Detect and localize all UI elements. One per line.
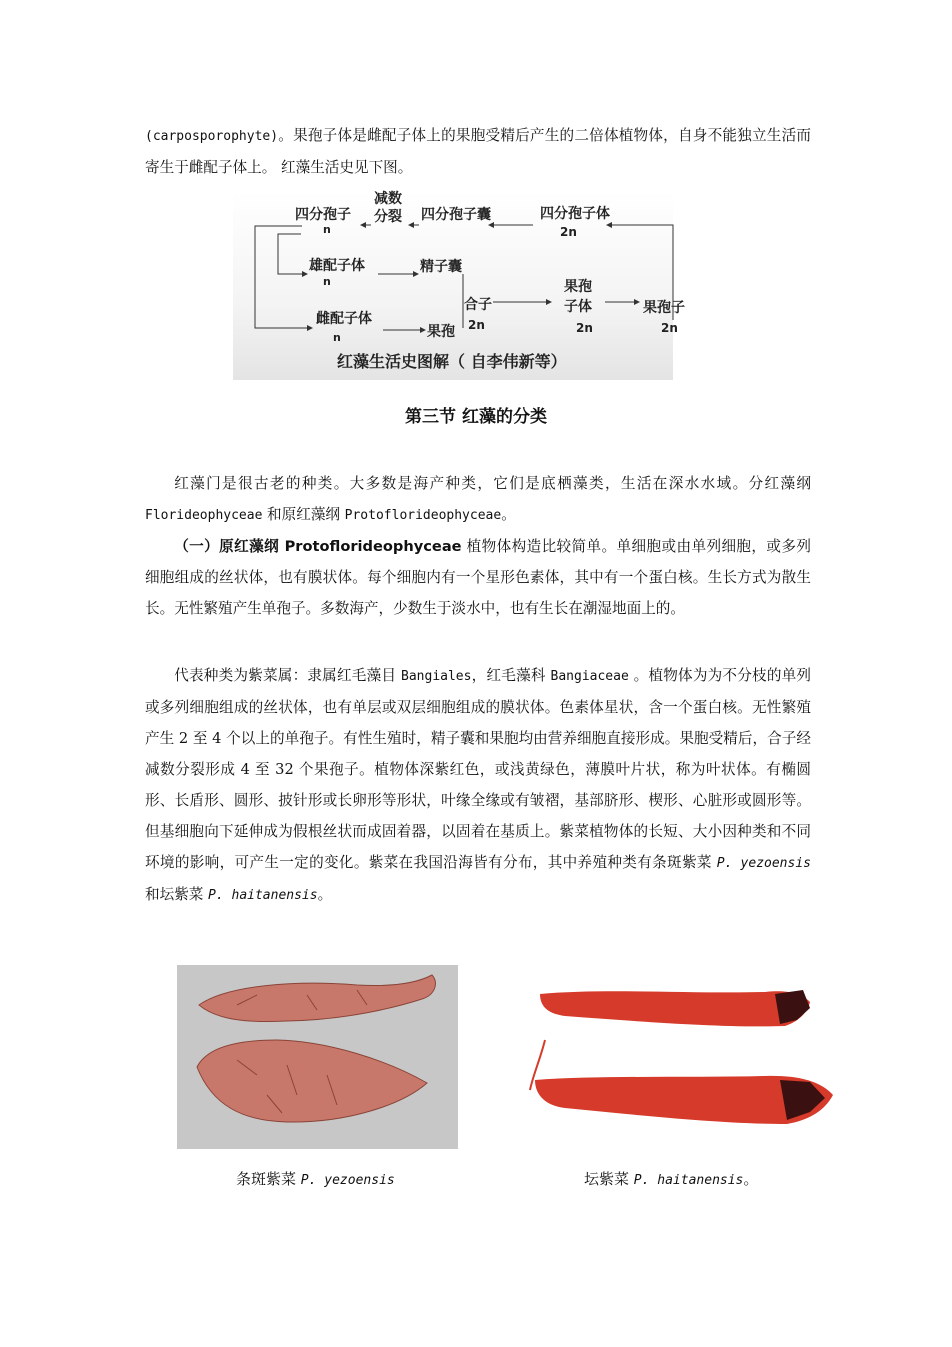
para2-heading: （一）原红藻纲 Protoflorideophyceae xyxy=(174,538,462,555)
para1-text-a: 红藻门是很古老的种类。大多数是海产种类，它们是底栖藻类，生活在深水水域。分红藻纲 xyxy=(174,475,811,492)
para3-text-d: 和坛紫菜 xyxy=(145,886,209,903)
paragraph-porphyra xyxy=(145,660,811,911)
label-tetraspore: 四分孢子 xyxy=(295,207,351,223)
para1-text-b: 和原红藻纲 xyxy=(262,506,345,523)
para3-text-b: ，红毛藻科 xyxy=(471,667,551,684)
label-male-gametophyte: 雄配子体 xyxy=(309,258,365,274)
para3-latin-b: Bangiaceae xyxy=(550,669,629,684)
caption-right-latin: P. haitanensis xyxy=(633,1173,744,1188)
label-meiosis-2: 分裂 xyxy=(374,209,402,225)
para1-latin-b: Protoflorideophyceae xyxy=(344,508,502,523)
caption-left-latin: P. yezoensis xyxy=(300,1173,395,1188)
label-carpogonium: 果孢 xyxy=(427,324,455,340)
para3-latin-a: Bangiales xyxy=(401,669,472,684)
para3-latin-d: P. haitanensis xyxy=(208,888,318,903)
section-title: 第三节 红藻的分类 xyxy=(405,407,547,427)
intro-text: 。果孢子体是雌配子体上的果胞受精后产生的二倍体植物体，自身不能独立生活而寄生于雌配子体上。 xyxy=(145,127,811,176)
intro-paragraph xyxy=(145,120,811,183)
life-cycle-diagram xyxy=(233,190,685,380)
para1-latin-a: Florideophyceae xyxy=(145,508,263,523)
intro-latin: (carposporophyte) xyxy=(145,129,279,144)
ploidy-female: n xyxy=(333,331,341,344)
porphyra-yezoensis-photo xyxy=(177,965,458,1149)
para3-latin-c: P. yezoensis xyxy=(716,856,811,871)
ploidy-zygote: 2n xyxy=(468,318,485,332)
intro-ref: 红藻生活史见下图。 xyxy=(281,159,413,176)
ploidy-tetraspore: n xyxy=(323,223,331,236)
paragraph-intro-classification xyxy=(145,468,811,531)
label-tetrasporophyte: 四分孢子体 xyxy=(540,206,610,222)
caption-yezoensis xyxy=(236,1168,395,1189)
caption-haitanensis xyxy=(584,1168,758,1189)
para1-text-c: 。 xyxy=(501,506,516,523)
para3-text-e: 。 xyxy=(317,886,333,903)
label-carposporophyte-1: 果孢 xyxy=(564,279,592,295)
label-zygote: 合子 xyxy=(464,297,492,313)
para3-text-c: 。植物体为为不分枝的单列或多列细胞组成的丝状体，也有单层或双层细胞组成的膜状体。色素体星状，含一个蛋白核。无性繁殖产生 2 至 4 个以上的单孢子。有性生殖时，精子囊和果胞均由营养细胞直接形成。果胞受精后，合子经减数分裂形成 4 至 32 个果孢子。植物体深紫红色，或浅黄绿色，薄膜叶片状，称为叶状体。有椭圆形、长盾形、圆形、披针形或长卵形等形状，叶缘全缘或有皱褶，基部脐形、楔形、心脏形或圆形等。但基细胞向下延伸成为假根丝状而成固着器，以固着在基质上。紫菜植物体的长短、大小因种类和不同环境的影响，可产生一定的变化。紫菜在我国沿海皆有分布，其中养殖种类有条斑紫菜 xyxy=(145,667,812,871)
ploidy-carpospore: 2n xyxy=(661,321,678,335)
label-carposporophyte-2: 子体 xyxy=(564,299,592,315)
caption-right-end: 。 xyxy=(743,1170,759,1188)
ploidy-male: n xyxy=(323,275,331,288)
label-tetrasporangium: 四分孢子囊 xyxy=(421,207,491,223)
caption-left-cn: 条斑紫菜 xyxy=(236,1170,297,1188)
label-meiosis-1: 减数 xyxy=(374,191,402,207)
ploidy-carposporophyte: 2n xyxy=(576,321,593,335)
paragraph-protoflorideophyceae xyxy=(145,531,811,624)
label-spermatangium: 精子囊 xyxy=(420,259,462,275)
caption-right-cn: 坛紫菜 xyxy=(584,1170,630,1188)
porphyra-haitanensis-photo xyxy=(525,980,838,1140)
label-female-gametophyte: 雌配子体 xyxy=(316,311,372,327)
label-carpospore: 果孢子 xyxy=(643,300,685,316)
para3-text-a: 代表种类为紫菜属：隶属红毛藻目 xyxy=(174,667,402,684)
para2-text: 植物体构造比较简单。单细胞或由单列细胞，或多列细胞组成的丝状体，也有膜状体。每个细胞内有一个星形色素体，其中有一个蛋白核。生长方式为散生长。无性繁殖产生单孢子。多数海产，少数生于淡水中，也有生长在潮湿地面上的。 xyxy=(145,538,811,617)
diagram-caption: 红藻生活史图解（ 自李伟新等） xyxy=(337,352,567,371)
ploidy-tetrasporophyte: 2n xyxy=(560,225,577,239)
